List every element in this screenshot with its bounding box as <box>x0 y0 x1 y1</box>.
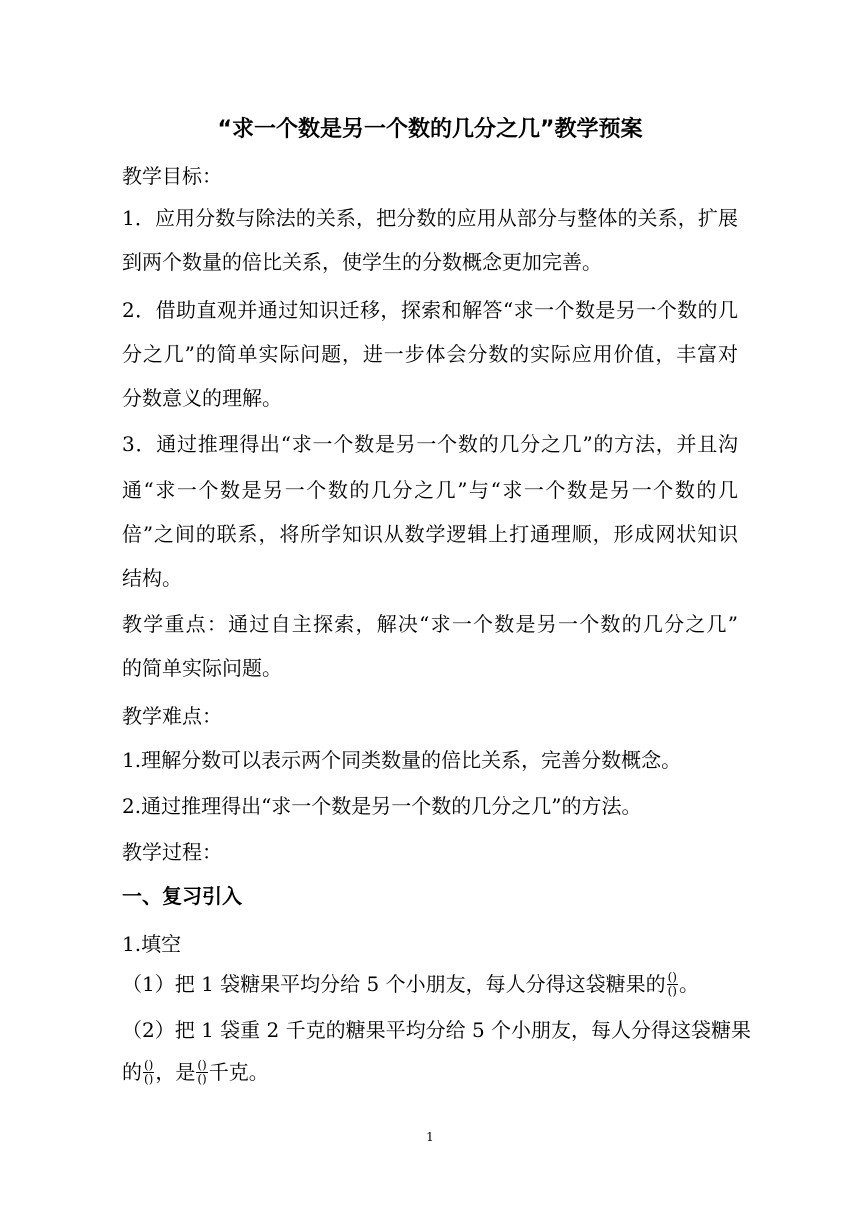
key-point-line-1: 教学重点：通过自主探索，解决“求一个数是另一个数的几分之几” <box>122 612 738 636</box>
blank-numerator: () <box>667 970 677 984</box>
document-title: “求一个数是另一个数的几分之几”教学预案 <box>217 117 643 142</box>
blank-fraction <box>667 971 678 998</box>
objective-3-line-2: 通“求一个数是另一个数的几分之几”与“求一个数是另一个数的几 <box>122 478 738 502</box>
difficulty-label: 教学难点： <box>122 704 222 728</box>
question-1-text: （1）把 1 袋糖果平均分给 5 个小朋友，每人分得这袋糖果的 <box>122 972 666 996</box>
fill-blank-label: 1.填空 <box>122 932 182 956</box>
question-2-line-2 <box>122 1060 738 1087</box>
question-1 <box>122 972 738 999</box>
question-2-text-a: 的 <box>122 1060 142 1084</box>
page-number: 1 <box>426 1130 434 1144</box>
blank-numerator: () <box>197 1058 207 1072</box>
blank-denominator: () <box>197 1072 207 1086</box>
objective-3-line-1: 3．通过推理得出“求一个数是另一个数的几分之几”的方法，并且沟 <box>122 432 738 456</box>
objectives-label: 教学目标： <box>122 164 222 188</box>
key-point-line-2: 的简单实际问题。 <box>122 656 282 680</box>
objective-2-line-3: 分数意义的理解。 <box>122 386 282 410</box>
objective-1-line-1: 1．应用分数与除法的关系，把分数的应用从部分与整体的关系，扩展 <box>122 206 738 230</box>
objective-1-line-2: 到两个数量的倍比关系，使学生的分数概念更加完善。 <box>122 250 602 274</box>
objective-2-line-1: 2．借助直观并通过知识迁移，探索和解答“求一个数是另一个数的几 <box>122 298 738 322</box>
question-2-text-c: 千克。 <box>208 1060 269 1084</box>
objective-3-line-4: 结构。 <box>122 566 182 590</box>
blank-denominator: () <box>667 984 677 998</box>
blank-denominator: () <box>144 1072 154 1086</box>
objective-3-line-3: 倍”之间的联系，将所学知识从数学逻辑上打通理顺，形成网状知识 <box>122 522 738 546</box>
blank-fraction <box>196 1059 207 1086</box>
question-2-line-1: （2）把 1 袋重 2 千克的糖果平均分给 5 个小朋友，每人分得这袋糖果 <box>122 1018 752 1042</box>
difficulty-item-2: 2.通过推理得出“求一个数是另一个数的几分之几”的方法。 <box>122 794 642 818</box>
process-label: 教学过程： <box>122 840 222 864</box>
question-1-end: 。 <box>678 972 699 996</box>
objective-2-line-2: 分之几”的简单实际问题，进一步体会分数的实际应用价值，丰富对 <box>122 342 738 366</box>
question-2-text-b: ，是 <box>155 1060 196 1084</box>
section-1-heading: 一、复习引入 <box>122 884 242 908</box>
difficulty-item-1: 1.理解分数可以表示两个同类数量的倍比关系，完善分数概念。 <box>122 748 682 772</box>
blank-fraction <box>143 1059 154 1086</box>
blank-numerator: () <box>144 1058 154 1072</box>
